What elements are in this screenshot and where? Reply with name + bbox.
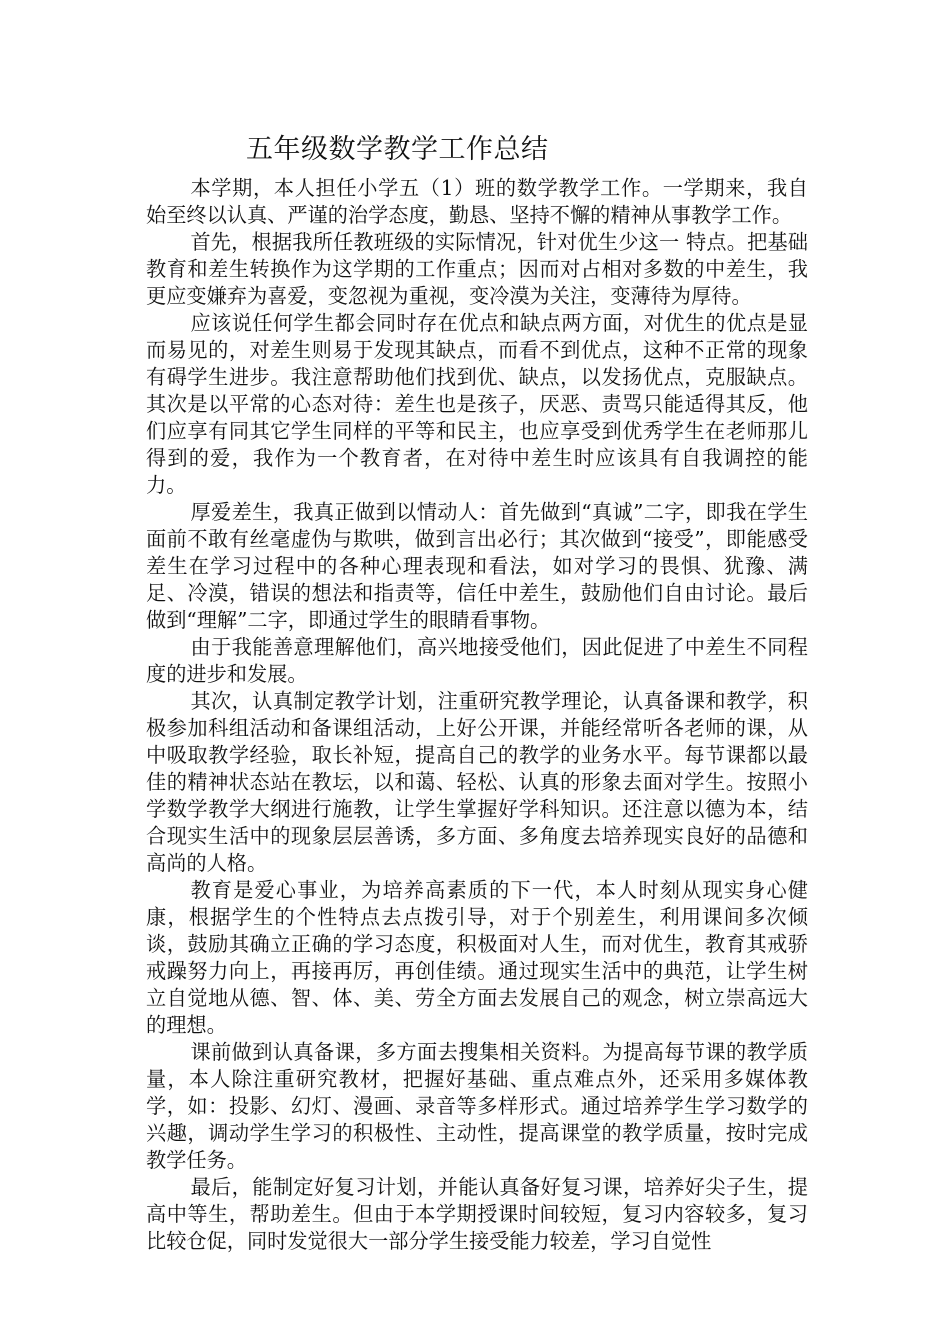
paragraph: 首先，根据我所任教班级的实际情况，针对优生少这一 特点。把基础教育和差生转换作为这学期的工作重点；因而对占相对多数的中差生，我更应变嫌弃为喜爱，变忽视为重视，变冷漠为关注，变薄待为厚待。 bbox=[146, 230, 808, 308]
paragraph: 由于我能善意理解他们，高兴地接受他们，因此促进了中差生不同程度的进步和发展。 bbox=[146, 635, 808, 686]
paragraph: 课前做到认真备课，多方面去搜集相关资料。为提高每节课的教学质量，本人除注重研究教材，把握好基础、重点难点外，还采用多媒体教学，如：投影、幻灯、漫画、录音等多样形式。通过培养学生学习数学的兴趣，调动学生学习的积极性、主动性，提高课堂的教学质量，按时完成教学任务。 bbox=[146, 1040, 808, 1172]
paragraph: 最后，能制定好复习计划，并能认真备好复习课，培养好尖子生，提高中等生，帮助差生。但由于本学期授课时间较短，复习内容较多，复习比较仓促，同时发觉很大一部分学生接受能力较差，学习自觉性 bbox=[146, 1175, 808, 1253]
paragraph: 应该说任何学生都会同时存在优点和缺点两方面，对优生的优点是显而易见的，对差生则易于发现其缺点，而看不到优点，这种不正常的现象有碍学生进步。我注意帮助他们找到优、缺点，以发扬优点，克服缺点。其次是以平常的心态对待：差生也是孩子，厌恶、责骂只能适得其反，他们应享有同其它学生同样的平等和民主，也应享受到优秀学生在老师那儿得到的爱，我作为一个教育者，在对待中差生时应该具有自我调控的能力。 bbox=[146, 311, 808, 497]
paragraph: 厚爱差生，我真正做到以情动人：首先做到“真诚”二字，即我在学生面前不敢有丝毫虚伪与欺哄，做到言出必行；其次做到“接受”，即能感受差生在学习过程中的各种心理表现和看法，如对学习的畏惧、犹豫、满足、冷漠，错误的想法和指责等，信任中差生，鼓励他们自由讨论。最后做到“理解”二字，即通过学生的眼睛看事物。 bbox=[146, 500, 808, 632]
paragraph: 教育是爱心事业，为培养高素质的下一代，本人时刻从现实身心健康，根据学生的个性特点去点拨引导，对于个别差生，利用课间多次倾谈，鼓励其确立正确的学习态度，积极面对人生，而对优生，教育其戒骄戒躁努力向上，再接再厉，再创佳绩。通过现实生活中的典范，让学生树立自觉地从德、智、体、美、劳全方面去发展自己的观念，树立崇高远大的理想。 bbox=[146, 878, 808, 1037]
document-title: 五年级数学教学工作总结 bbox=[246, 134, 549, 165]
paragraph: 本学期，本人担任小学五（1）班的数学教学工作。一学期来，我自始至终以认真、严谨的治学态度，勤恳、坚持不懈的精神从事教学工作。 bbox=[146, 176, 808, 227]
paragraph: 其次，认真制定教学计划，注重研究教学理论，认真备课和教学，积极参加科组活动和备课组活动，上好公开课，并能经常听各老师的课，从中吸取教学经验，取长补短，提高自己的教学的业务水平。每节课都以最佳的精神状态站在教坛，以和蔼、轻松、认真的形象去面对学生。按照小学数学教学大纲进行施教，让学生掌握好学科知识。还注意以德为本，结合现实生活中的现象层层善诱，多方面、多角度去培养现实良好的品德和高尚的人格。 bbox=[146, 689, 808, 875]
document-body bbox=[146, 175, 808, 1255]
